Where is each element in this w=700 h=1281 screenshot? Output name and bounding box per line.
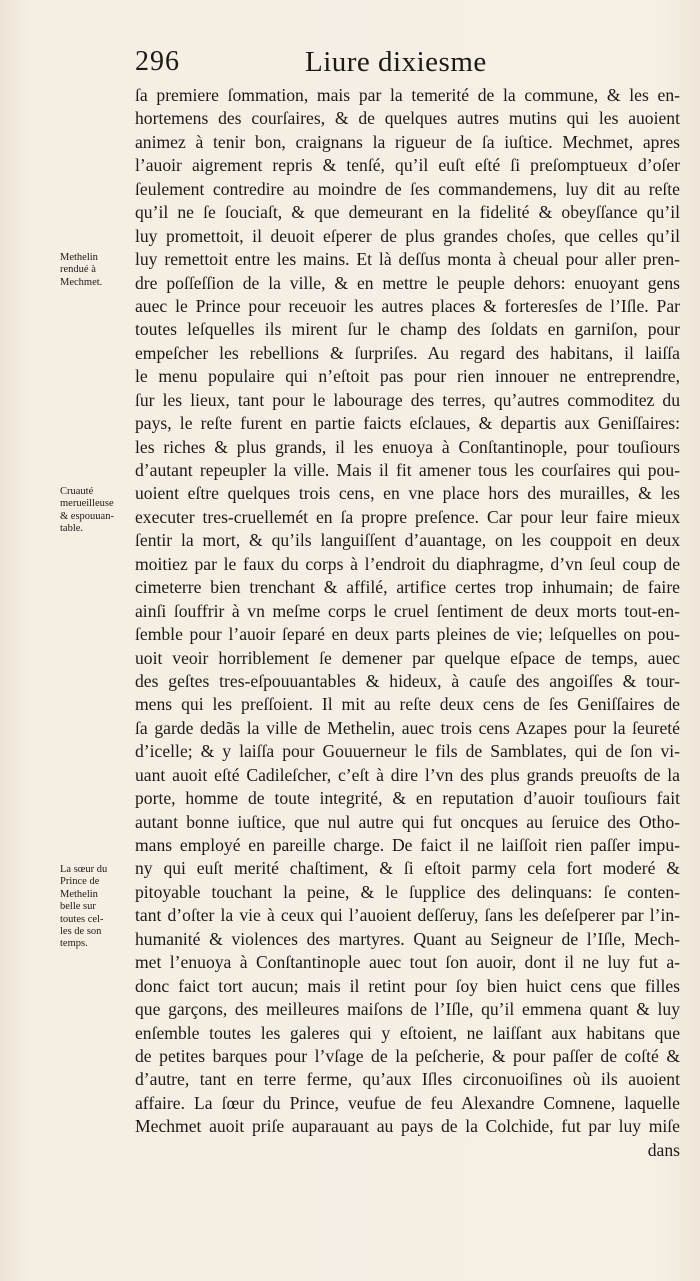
text-line: donc faict tort aucun; mais il retint pour ſoy bien huict cens que filles — [135, 975, 680, 996]
text-line: ſemble pour l’auoir ſeparé en deux parts pleines de vie; leſquelles on pou- — [135, 624, 680, 645]
text-line: qu’il ne ſe ſouciaſt, & que demeurant en la fidelité & obeyſſance qu’il — [135, 202, 680, 223]
text-line: uoient eſtre quelques trois cens, en vne place hors des murailles, & les — [135, 483, 680, 504]
text-line: empeſcher les rebellions & ſurpriſes. Au regard des habitans, il laiſſa — [135, 342, 680, 363]
text-line: moitiez par le faux du corps à l’endroit du diaphragme, d’vn ſeul coup de — [135, 553, 680, 574]
text-line: dre poſſeſſion de la ville, & en mettre le peuple dehors: enuoyant gens — [135, 272, 680, 293]
text-line: mens qui les preſſoient. Il mit au reſte deux cens de ſes Geniſſaires de — [135, 694, 680, 715]
text-line: ſentir la mort, & qu’ils languiſſent d’auantage, on les couppoit en deux — [135, 530, 680, 551]
text-line: l’auoir aigrement repris & tenſé, qu’il euſt eſté ſi preſomptueux d’oſer — [135, 155, 680, 176]
text-line: porte, homme de toute integrité, & en reputation d’auoir touſiours fait — [135, 788, 680, 809]
text-line: les riches & plus grands, il les enuoya à Conſtantinople, pour touſiours — [135, 436, 680, 457]
text-line: autant bonne iuſtice, que nul autre qui fut oncques au ſeruice des Otho- — [135, 811, 680, 832]
text-line: humanité & violences des martyres. Quant au Seigneur de l’Iſle, Mech- — [135, 928, 680, 949]
text-line: ſa garde dedãs la ville de Methelin, auec trois cens Azapes pour la ſeureté — [135, 717, 680, 738]
text-line: ainſi ſouffrir à vn meſme corps le cruel ſentiment de deux morts tout-en- — [135, 600, 680, 621]
body-text — [135, 84, 680, 1162]
margin-note: Cruauté merueilleuse & espouuan- table. — [60, 486, 114, 535]
text-line: affaire. La ſœur du Prince, veufue de feu Alexandre Comnene, laquelle — [135, 1092, 680, 1113]
text-line: enſemble toutes les galeres qui y eſtoient, ne laiſſant aux habitans que — [135, 1022, 680, 1043]
running-title: Liure dixiesme — [305, 46, 487, 78]
text-line: de petites barques pour l’vſage de la peſcherie, & pour paſſer de coſté & — [135, 1045, 680, 1066]
text-line: executer tres-cruellemét en ſa propre preſence. Car pour leur faire mieux — [135, 506, 680, 527]
text-line: dans — [647, 1139, 680, 1160]
text-line: uoit veoir horriblement ſe demener par quelque eſpace de temps, auec — [135, 647, 680, 668]
text-line: d’autre, tant en terre ferme, qu’aux Iſles circonuoiſines où ils auoient — [135, 1069, 680, 1090]
text-line: luy remettoit entre les mains. Et là deſſus monta à cheual pour aller pren- — [135, 249, 680, 270]
text-line: ſa premiere ſommation, mais par la temerité de la commune, & les en- — [135, 85, 680, 105]
page-number: 296 — [135, 46, 180, 77]
margin-note: La sœur du Prince de Methelin belle sur toutes cel- les de son temps. — [60, 864, 108, 950]
text-line: met l’enuoya à Conſtantinople auec tout ſon auoir, dont il ne luy fut a- — [135, 952, 680, 973]
text-line: uant auoit eſté Cadileſcher, c’eſt à dire l’vn des plus grands preuoſts de la — [135, 764, 680, 785]
text-line: ſur les lieux, tant pour le labourage des terres, qu’autres commoditez du — [135, 389, 680, 410]
text-line: tant d’oſter la vie à ceux qui l’auoient deſſeruy, ſans les deſeſperer par l’in- — [135, 905, 680, 926]
text-line: ſeulement contredire au moindre de ſes commandemens, luy dit au reſte — [135, 178, 680, 199]
text-line: le menu populaire qui n’eſtoit pas pour rien innouer ne entreprendre, — [135, 366, 680, 387]
margin-note: Methelin rendué à Mechmet. — [60, 252, 103, 288]
text-line: d’icelle; & y laiſſa pour Gouuerneur le fils de Samblates, qui de ſon vi- — [135, 741, 680, 762]
text-line: des geſtes tres-eſpouuantables & hideux, à cauſe des angoiſſes & tour- — [135, 670, 680, 691]
text-line: animez à tenir bon, craignans la rigueur de ſa iuſtice. Mechmet, apres — [135, 131, 680, 152]
text-line: luy promettoit, il deuoit eſperer de plus grandes choſes, que celles qu’il — [135, 225, 680, 246]
text-line: toutes leſquelles ils mirent ſur le champ des ſoldats en garniſon, pour — [135, 319, 680, 340]
text-line: d’autant repeupler la ville. Mais il fit amener tous les courſaires qui pou- — [135, 460, 680, 480]
text-line: pays, le reſte furent en partie faicts eſclaues, & departis aux Geniſſaires: — [135, 413, 680, 434]
text-line: que garçons, des meilleures maiſons de l’Iſle, qu’il emmena quant & luy — [135, 999, 680, 1020]
text-line: hortemens des courſaires, & de quelques autres mutins qui les auoient — [135, 108, 680, 129]
text-line: Mechmet auoit priſe auparauant au pays de la Colchide, fut par luy miſe — [135, 1116, 680, 1137]
text-line: auec le Prince pour receuoir les autres places & forteresſes de l’Iſle. Par — [135, 295, 680, 316]
text-line: mans employé en pareille charge. De faict il ne laiſſoit rien paſſer impu- — [135, 835, 680, 855]
page-header — [135, 46, 680, 82]
text-line: ny qui euſt merité chaſtiment, & ſi eſtoit parmy cela fort moderé & — [135, 858, 680, 879]
text-line: cimeterre bien trenchant & affilé, artifice certes trop inhumain; de faire — [135, 577, 680, 598]
text-line: pitoyable touchant la peine, & le ſupplice des delinquans: ſe conten- — [135, 881, 680, 902]
